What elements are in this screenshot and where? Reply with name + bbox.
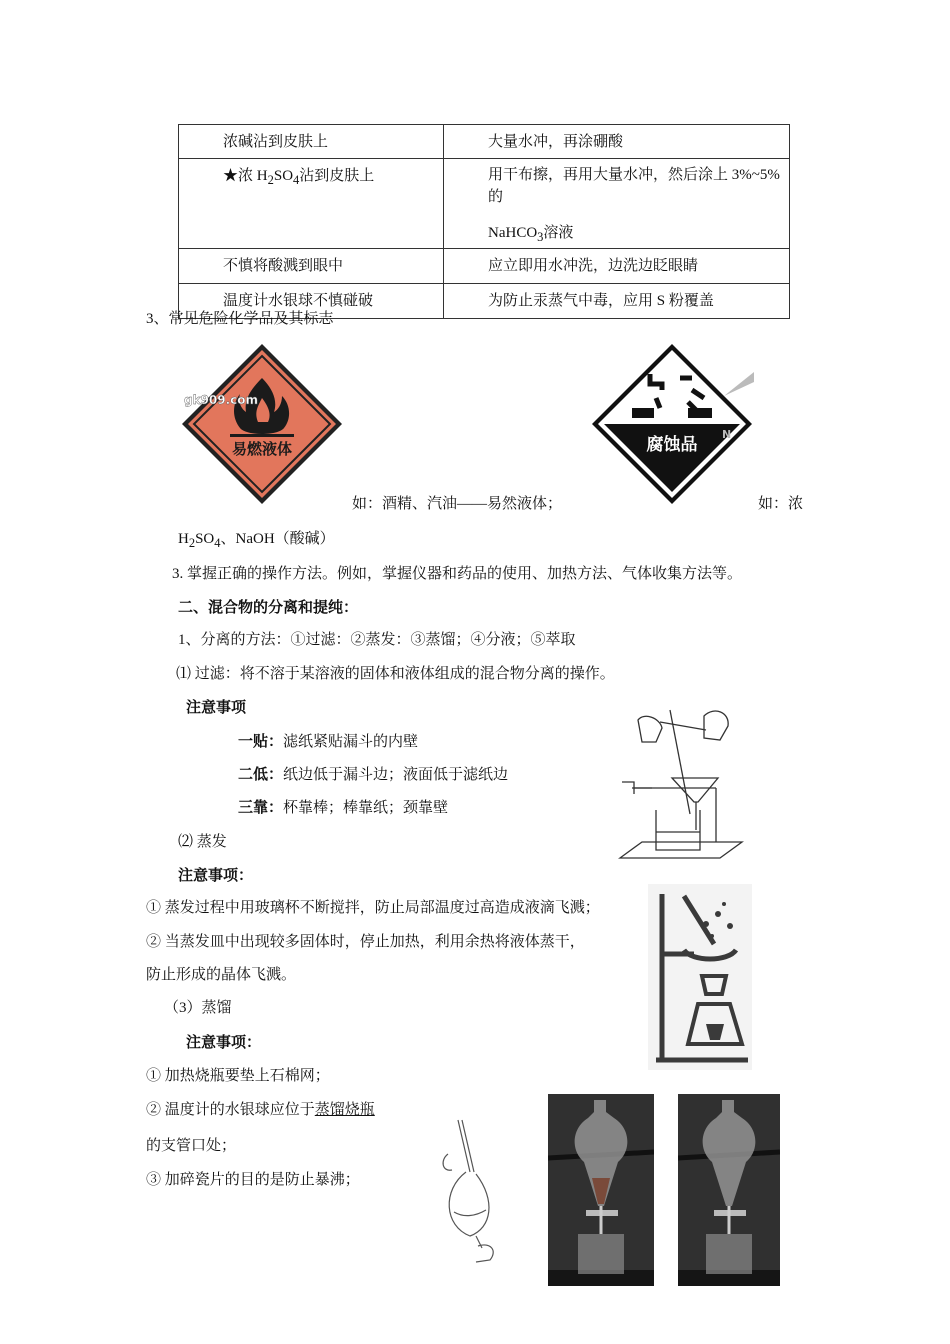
note-line: ③ 加碎瓷片的目的是防止暴沸； bbox=[146, 1172, 360, 1188]
filtration-illustration bbox=[612, 702, 750, 864]
example-text: $H_2SO_4$、NaOH（酸碱） bbox=[178, 531, 335, 550]
paragraph: ⑴ 过滤：将不溶于某溶液的固体和液体组成的混合物分离的操作。 bbox=[176, 666, 615, 682]
notes-heading: 注意事项 bbox=[186, 700, 247, 716]
table-cell: 大量水冲，再涂硼酸 bbox=[444, 125, 790, 159]
table-cell: 浓碱沾到皮肤上 bbox=[179, 125, 444, 159]
subsection-title: ⑵ 蒸发 bbox=[178, 834, 227, 850]
table-row bbox=[179, 159, 790, 249]
evaporation-illustration bbox=[648, 884, 752, 1070]
svg-text:N: N bbox=[722, 428, 732, 441]
note-line: 一贴：滤纸紧贴漏斗的内壁 bbox=[238, 734, 419, 750]
note-line: ② 温度计的水银球应位于蒸馏烧瓶 bbox=[146, 1102, 375, 1118]
note-line: ① 蒸发过程中用玻璃杯不断搅拌，防止局部温度过高造成液滴飞溅； bbox=[146, 900, 600, 916]
safety-table bbox=[178, 124, 790, 319]
notes-heading: 注意事项： bbox=[178, 868, 254, 884]
separatory-funnel-photo bbox=[678, 1094, 780, 1286]
flammable-label: 易燃液体 bbox=[231, 440, 293, 458]
note-line: 二低：纸边低于漏斗边；液面低于滤纸边 bbox=[238, 767, 509, 783]
table-cell: 为防止汞蒸气中毒，应用 S 粉覆盖 bbox=[444, 284, 790, 319]
subsection-title: （3）蒸馏 bbox=[164, 1000, 232, 1016]
corrosive-label: 腐蚀品 bbox=[646, 435, 698, 455]
flammable-liquid-sign bbox=[180, 342, 344, 506]
note-line: 三靠：杯靠棒；棒靠纸；颈靠壁 bbox=[238, 800, 449, 816]
table-cell: 应立即用水冲洗，边洗边眨眼睛 bbox=[444, 249, 790, 284]
table-cell: 用干布擦，再用大量水冲，然后涂上 3%~5%的 NaHCO$_3$溶液 bbox=[444, 159, 790, 249]
note-line: ② 当蒸发皿中出现较多固体时，停止加热，利用余热将液体蒸干， bbox=[146, 934, 585, 950]
table-cell: 温度计水银球不慎碰破 bbox=[179, 284, 444, 319]
separatory-funnel-sketch bbox=[436, 1116, 506, 1264]
notes-heading: 注意事项： bbox=[186, 1035, 262, 1051]
table-row bbox=[179, 249, 790, 284]
paragraph: 3. 掌握正确的操作方法。例如，掌握仪器和药品的使用、加热方法、气体收集方法等。 bbox=[172, 566, 743, 582]
paragraph: 1、分离的方法：①过滤：②蒸发：③蒸馏；④分液；⑤萃取 bbox=[178, 632, 576, 648]
separatory-funnel-photo bbox=[548, 1094, 654, 1286]
table-row bbox=[179, 125, 790, 159]
table-cell: ★浓 $H_2SO_4$沾到皮肤上 bbox=[179, 159, 444, 249]
section-heading: 二、混合物的分离和提纯： bbox=[178, 600, 359, 616]
corrosive-sign bbox=[588, 342, 758, 506]
example-text: 如：浓 bbox=[758, 496, 804, 512]
table-cell: 不慎将酸溅到眼中 bbox=[179, 249, 444, 284]
note-line: 的支管口处； bbox=[146, 1138, 237, 1154]
note-line: ① 加热烧瓶要垫上石棉网； bbox=[146, 1068, 330, 1084]
section-heading: 3、常见危险化学品及其标志 bbox=[146, 311, 334, 327]
watermark: gk909.com bbox=[184, 393, 259, 407]
example-text: 如：酒精、汽油——易然液体； bbox=[352, 496, 563, 512]
note-line: 防止形成的晶体飞溅。 bbox=[146, 967, 297, 983]
